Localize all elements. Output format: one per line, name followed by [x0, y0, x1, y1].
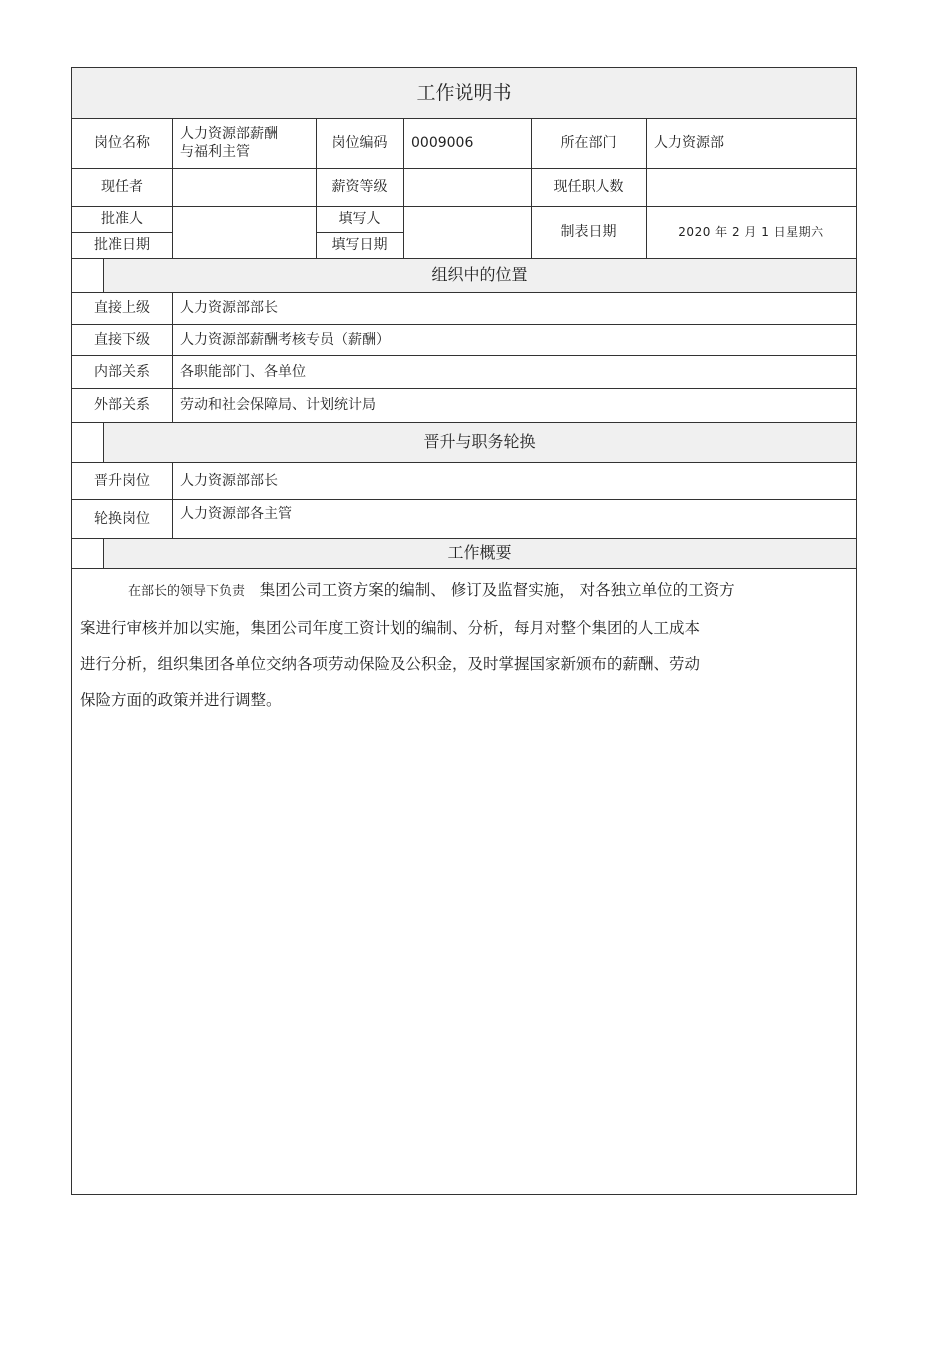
summary-line-1 [80, 572, 848, 610]
headcount-value [646, 168, 856, 206]
direct-superior-value: 人力资源部部长 [180, 300, 278, 316]
position-name-value [172, 118, 316, 168]
summary-line-1-text: 集团公司工资方案的编制、 修订及监督实施， 对各独立单位的工资方 [259, 581, 735, 599]
internal-relations-value: 各职能部门、各单位 [180, 363, 306, 380]
approval-date-label: 批准日期 [94, 237, 150, 253]
page-title: 工作说明书 [416, 82, 512, 104]
fill-date-label: 填写日期 [331, 237, 388, 253]
position-name-line2: 与福利主管 [180, 144, 250, 160]
position-code-value: 0009006 [411, 135, 474, 151]
external-relations-label: 外部关系 [94, 397, 150, 413]
rotation-position-label: 轮换岗位 [94, 510, 150, 527]
headcount-label: 现任职人数 [553, 179, 624, 195]
direct-superior-label: 直接上级 [94, 300, 150, 316]
promotion-position-value: 人力资源部部长 [180, 472, 278, 489]
incumbent-value [172, 168, 316, 206]
approver-label: 批准人 [101, 211, 143, 227]
internal-relations-label: 内部关系 [94, 363, 150, 380]
department-label: 所在部门 [560, 135, 617, 151]
pay-grade-label: 薪资等级 [331, 179, 388, 195]
position-name-label: 岗位名称 [94, 135, 150, 151]
summary-body [72, 568, 856, 718]
direct-subordinate-value: 人力资源部薪酬考核专员（薪酬） [180, 331, 390, 348]
promotion-heading: 晋升与职务轮换 [423, 432, 536, 451]
form-date-label: 制表日期 [560, 224, 617, 240]
summary-heading: 工作概要 [447, 543, 512, 562]
summary-line-3: 进行分析，组织集团各单位交纳各项劳动保险及公积金，及时掌握国家新颁布的薪酬、劳动 [80, 655, 701, 673]
position-code-label: 岗位编码 [331, 135, 388, 151]
promotion-position-label: 晋升岗位 [94, 472, 150, 489]
filler-label: 填写人 [338, 211, 381, 227]
job-description-form [71, 67, 857, 1195]
position-name-line1: 人力资源部薪酬 [180, 126, 278, 142]
external-relations-value: 劳动和社会保障局、计划统计局 [180, 397, 376, 413]
org-position-heading: 组织中的位置 [431, 265, 528, 284]
rotation-position-value: 人力资源部各主管 [180, 506, 292, 522]
pay-grade-value [403, 168, 531, 206]
form-date-value: 2020 年 2 月 1 日星期六 [678, 225, 824, 239]
summary-line-4: 保险方面的政策并进行调整。 [80, 691, 282, 709]
summary-lead: 在部长的领导下负责 [128, 584, 246, 599]
department-value: 人力资源部 [654, 135, 724, 151]
summary-line-2: 案进行审核并加以实施，集团公司年度工资计划的编制、分析，每月对整个集团的人工成本 [80, 619, 701, 637]
incumbent-label: 现任者 [101, 179, 143, 195]
direct-subordinate-label: 直接下级 [94, 331, 150, 348]
